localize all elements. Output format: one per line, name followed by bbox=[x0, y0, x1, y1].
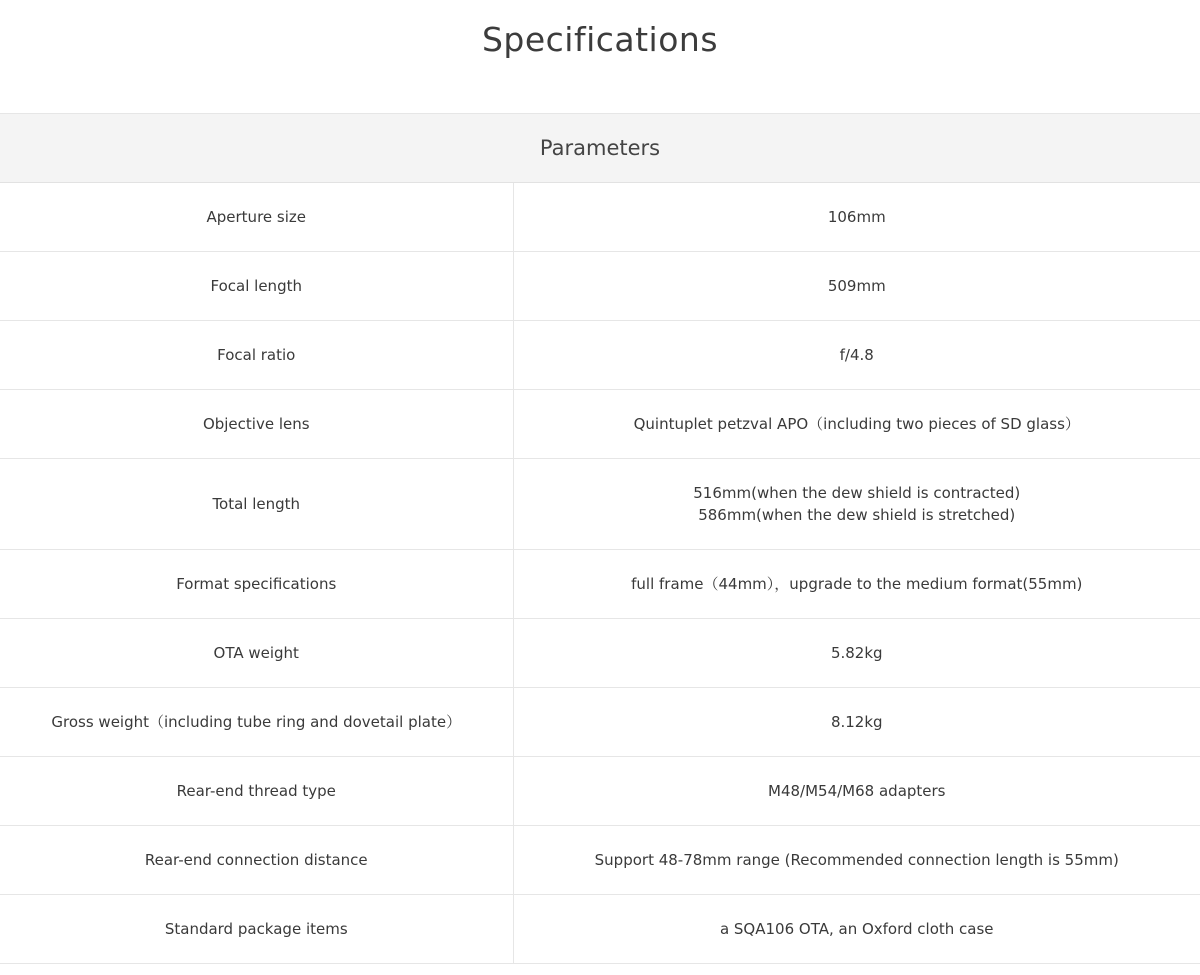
spec-value bbox=[513, 550, 1200, 619]
spec-label: Total length bbox=[0, 459, 513, 550]
spec-value-line: f/4.8 bbox=[839, 346, 874, 364]
table-row bbox=[0, 390, 1200, 459]
spec-value bbox=[513, 895, 1200, 964]
spec-label: Focal length bbox=[0, 252, 513, 321]
table-row bbox=[0, 183, 1200, 252]
spec-value-line: 5.82kg bbox=[830, 644, 883, 662]
table-row bbox=[0, 550, 1200, 619]
spec-label: Objective lens bbox=[0, 390, 513, 459]
spec-value-line: 106mm bbox=[827, 208, 886, 226]
spec-label: Gross weight（including tube ring and dovetail plate） bbox=[0, 688, 513, 757]
table-row bbox=[0, 619, 1200, 688]
spec-label: OTA weight bbox=[0, 619, 513, 688]
spec-value bbox=[513, 252, 1200, 321]
spec-label: Rear-end thread type bbox=[0, 757, 513, 826]
spec-value-line: full frame（44mm），upgrade to the medium format(55mm) bbox=[631, 575, 1083, 593]
table-row bbox=[0, 252, 1200, 321]
spec-value bbox=[513, 183, 1200, 252]
spec-value-line: M48/M54/M68 adapters bbox=[768, 782, 946, 800]
spec-value-line: a SQA106 OTA, an Oxford cloth case bbox=[719, 920, 994, 938]
spec-value-line: Support 48-78mm range (Recommended connection length is 55mm) bbox=[594, 851, 1119, 869]
table-row bbox=[0, 688, 1200, 757]
table-row bbox=[0, 757, 1200, 826]
spec-value-line: Quintuplet petzval APO（including two pieces of SD glass） bbox=[633, 415, 1080, 433]
specifications-table bbox=[0, 113, 1200, 964]
table-header-row bbox=[0, 114, 1200, 183]
spec-label: Aperture size bbox=[0, 183, 513, 252]
spec-value bbox=[513, 619, 1200, 688]
table-row bbox=[0, 459, 1200, 550]
spec-label: Standard package items bbox=[0, 895, 513, 964]
spec-value bbox=[513, 321, 1200, 390]
spec-label: Rear-end connection distance bbox=[0, 826, 513, 895]
table-row bbox=[0, 321, 1200, 390]
table-row bbox=[0, 826, 1200, 895]
spec-value bbox=[513, 757, 1200, 826]
spec-value bbox=[513, 390, 1200, 459]
spec-label: Format specifications bbox=[0, 550, 513, 619]
table-row bbox=[0, 895, 1200, 964]
spec-value-line: 509mm bbox=[827, 277, 886, 295]
spec-value bbox=[513, 459, 1200, 550]
spec-value bbox=[513, 688, 1200, 757]
spec-label: Focal ratio bbox=[0, 321, 513, 390]
spec-value bbox=[513, 826, 1200, 895]
spec-value-line: 586mm(when the dew shield is stretched) bbox=[698, 506, 1016, 524]
page-title: Specifications bbox=[481, 20, 719, 59]
parameters-header: Parameters bbox=[0, 114, 1200, 183]
table-body bbox=[0, 183, 1200, 964]
spec-value-line: 8.12kg bbox=[830, 713, 883, 731]
spec-value-line: 516mm(when the dew shield is contracted) bbox=[693, 484, 1021, 502]
